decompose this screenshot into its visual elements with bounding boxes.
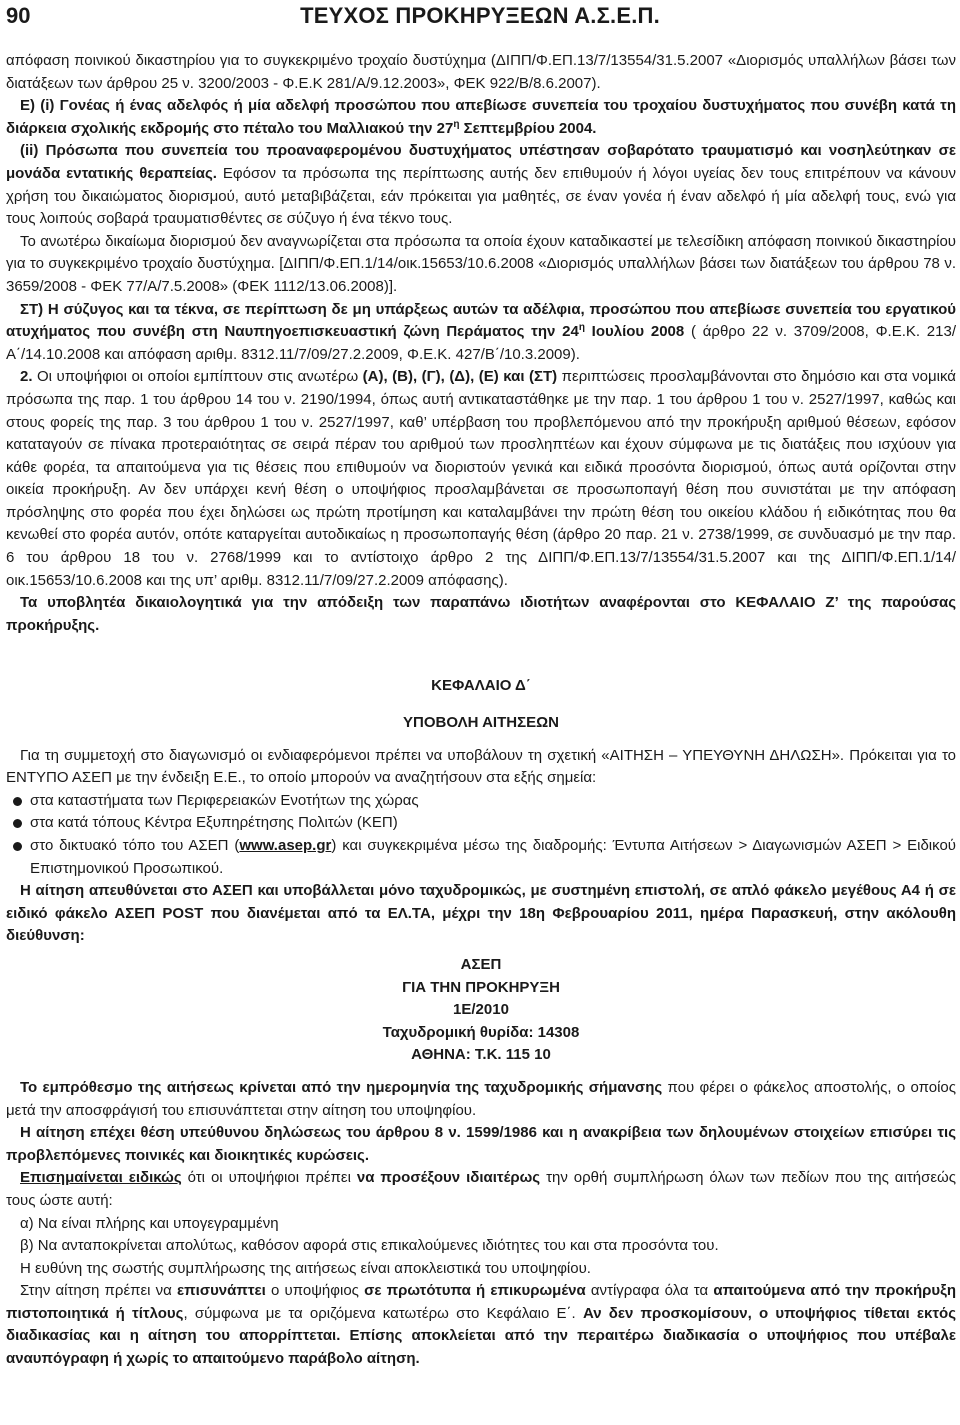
list-item: στα κατά τόπους Κέντρα Εξυπηρέτησης Πολιτών (ΚΕΠ) [6,812,956,835]
list-item: στο δικτυακό τόπο του ΑΣΕΠ (www.asep.gr) και συγκεκριμένα μέσω της διαδρομής: Έντυπα Αιτήσεων > Διαγωνισμών ΑΣΕΠ > Ειδικού Επιστημονικού Προσωπικού. [6,835,956,880]
paragraph-notice: Επισημαίνεται ειδικώς ότι οι υποψήφιοι πρέπει να προσέξουν ιδιαιτέρως την ορθή συμπλήρωση όλων των πεδίων που της αιτήσεώς τους ώστε αυτή: [6,1169,956,1209]
paragraph-2: 2. Οι υποψήφιοι οι οποίοι εμπίπτουν στις ανωτέρω (Α), (Β), (Γ), (Δ), (Ε) και (ΣΤ) περιπτώσεις προσλαμβάνονται στο δημόσιο και στα νομικά πρόσωπα της παρ. 1 του άρθρου 14 του ν. 2190/1994, όπως αυτή αντικαταστάθηκε με την παρ. 1 του άρθρου 1 του ν. 2527/1997, καθώς και στους φορείς της παρ. 3 του άρθρου 1 του ν. 2527/1997, καθ’ υπέρβαση του προβλεπόμενου από την προκήρυξη αριθμού θέσεων, εφόσον καταταγούν σε πίνακα προτεραιότητας σε σειρά πέραν του αριθμού των προσληπτέων και έχουν σύμφωνα με τις διατάξεις που ισχύουν για κάθε φορέα, τα απαιτούμενα για τις θέσεις που επιθυμούν να διοριστούν γενικά και ειδικά προσόντα διορισμού, όπως αυτά ορίζονται στην οικεία προκήρυξη. Αν δεν υπάρχει κενή θέση ο υποψήφιος προσλαμβάνεται σε προσωποπαγή θέση που συνιστάται με την απόφαση πρόσληψης στο φορέα που έχει δηλώσει ως πρώτη προτίμηση και καταλαμβάνει την πρώτη θέση του οικείου κλάδου ή ειδικότητας που θα κενωθεί στο φορέα αυτόν, οπότε καταργείται αυτοδικαίως η προσωποπαγής θέση (άρθρο 20 παρ. 21 ν. 2738/1999, σε συνδυασμό με την παρ. 6 του άρθρου 18 του ν. 2768/1999 και το αντίστοιχο άρθρο 2 της ΔΙΠΠ/Φ.ΕΠ.13/7/13554/31.5.2007 και της ΔΙΠΠ/Φ.ΕΠ.1/14/οικ.15653/10.6.2008 και της υπ’ αριθμ. 8312.11/7/09/27.2.2009 απόφασης). [6,368,956,589]
paragraph-participation: Για τη συμμετοχή στο διαγωνισμό οι ενδιαφερόμενοι πρέπει να υποβάλουν τη σχετική «ΑΙΤΗΣΗ – ΥΠΕΥΘΥΝΗ ΔΗΛΩΣΗ». Πρόκειται για το ΕΝΤΥΠΟ ΑΣΕΠ με την ένδειξη Ε.Ε., το οποίο μπορούν να αναζητήσουν στα εξής σημεία: [6,746,956,787]
address-line: 1Ε/2010 [453,1001,509,1019]
address-line: ΑΣΕΠ [460,955,502,973]
condition-a: α) Να είναι πλήρης και υπογεγραμμένη [20,1214,279,1232]
document-body [6,50,956,1371]
address-line: Ταχυδρομική θυρίδα: 14308 [382,1023,580,1041]
mailing-address [6,954,956,1067]
paragraph-declaration: Η αίτηση επέχει θέση υπεύθυνου δηλώσεως του άρθρου 8 ν. 1599/1986 και η ανακρίβεια των δηλουμένων στοιχείων επισύρει τις προβλεπόμενες ποινικές και διοικητικές κυρώσεις. [6,1124,956,1164]
paragraph-mailing: Η αίτηση απευθύνεται στο ΑΣΕΠ και υποβάλλεται μόνο ταχυδρομικώς, με συστημένη επιστολή, σε απλό φάκελο μεγέθους Α4 ή σε ειδικό φάκελο ΑΣΕΠ POST που διανέμεται από τα ΕΛ.ΤΑ, μέχρι την 18η Φεβρουαρίου 2011, ημέρα Παρασκευή, στην ακόλουθη διεύθυνση: [6,882,956,945]
page-title: ΤΕΥΧΟΣ ΠΡΟΚΗΡΥΞΕΩΝ Α.Σ.Ε.Π. [300,3,660,28]
form-locations-list [6,790,956,880]
chapter-subheading: ΥΠΟΒΟΛΗ ΑΙΤΗΣΕΩΝ [403,714,559,732]
condition-b: β) Να ανταποκρίνεται απολύτως, καθόσον αφορά στις επικαλούμενες ιδιότητες του και στα προσόντα του. [20,1237,719,1255]
website-link[interactable]: www.asep.gr [239,837,332,854]
paragraph-responsibility: Η ευθύνη της σωστής συμπλήρωσης της αιτήσεως είναι αποκλειστικά του υποψηφίου. [20,1259,591,1277]
page-header [0,0,960,40]
paragraph-deadline: Το εμπρόθεσμο της αιτήσεως κρίνεται από την ημερομηνία της ταχυδρομικής σήμανσης που φέρει ο φάκελος αποστολής, ο οποίος μετά την αποσφράγισή του επισυνάπτεται στην αίτηση του υποψηφίου. [6,1078,956,1119]
paragraph-st: ΣΤ) Η σύζυγος και τα τέκνα, σε περίπτωση δε μη υπάρξεως αυτών τα αδέλφια, προσώπου που απεβίωσε συνεπεία του εργατικού ατυχήματος που συνέβη στη Ναυπηγοεπισκευαστική ζώνη Περάματος την $24^\eta$ Ιουλίου 2008 ( άρθρο 22 ν. 3709/2008, Φ.Ε.Κ. 213/Α΄/14.10.2008 και απόφαση αριθμ. 8312.11/7/09/27.2.2009, Φ.Ε.Κ. 427/Β΄/10.3.2009). [6,300,956,363]
paragraph-e-ii: (ii) Πρόσωπα που συνεπεία του προαναφερομένου δυστυχήματος υπέστησαν σοβαρότατο τραυματισμό και νοσηλεύτηκαν σε μονάδα εντατικής θεραπείας. Εφόσον τα πρόσωπα της περίπτωσης αυτής δεν επιθυμούν ή λόγοι υγείας δεν τους επιτρέπουν να κάνουν χρήση του δικαιώματος διορισμού, αυτό μεταβιβάζεται, εάν πρόκειται για μαθητές, σε έναν γονέα ή έναν αδελφό ή μία αδελφή τους, ενώ για τους λοιπούς σοβαρά τραυματισθέντες σε σύζυγο ή ένα τέκνο τους. [6,142,956,228]
paragraph-final: Στην αίτηση πρέπει να επισυνάπτει ο υποψήφιος σε πρωτότυπα ή επικυρωμένα αντίγραφα όλα τα απαιτούμενα από την προκήρυξη πιστοποιητικά ή τίτλους, σύμφωνα με τα οριζόμενα κατωτέρω στο Κεφάλαιο Ε΄. Αν δεν προσκομίσουν, ο υποψήφιος τίθεται εκτός διαδικασίας και η αίτηση του απορρίπτεται. Επίσης αποκλείεται από την περαιτέρω διαδικασία ο υποψήφιος που υπέβαλε αναυπόγραφη ή χωρίς το απαιτούμενο παράβολο αίτηση. [6,1282,956,1368]
paragraph-documents: Τα υποβλητέα δικαιολογητικά για την απόδειξη των παραπάνω ιδιοτήτων αναφέρονται στο ΚΕΦΑΛΑΙΟ Ζ’ της παρούσας προκήρυξης. [6,594,956,634]
paragraph-e-i: Ε) (i) Γονέας ή ένας αδελφός ή μία αδελφή προσώπου που απεβίωσε συνεπεία του τροχαίου δυστυχήματος που συνέβη κατά τη διάρκεια σχολικής εκδρομής στο πέταλο του Μαλλιακού την $27^\eta$ Σεπτεμβρίου 2004. [6,97,956,137]
chapter-heading: ΚΕΦΑΛΑΙΟ Δ΄ [431,677,531,695]
address-line: ΑΘΗΝΑ: Τ.Κ. 115 10 [411,1046,551,1064]
address-line: ΓΙΑ ΤΗΝ ΠΡΟΚΗΡΥΞΗ [402,978,560,996]
page-number: 90 [6,3,31,28]
paragraph-intro: απόφαση ποινικού δικαστηρίου για το συγκεκριμένο τροχαίο δυστύχημα (ΔΙΠΠ/Φ.ΕΠ.13/7/13554/31.5.2007 «Διορισμός υπαλλήλων βάσει των διατάξεων των άρθρου 25 ν. 3200/2003 - Φ.Ε.Κ 281/Α/9.12.2003», ΦΕΚ 922/Β/8.6.2007). [6,52,956,92]
paragraph-exclusion: Το ανωτέρω δικαίωμα διορισμού δεν αναγνωρίζεται στα πρόσωπα τα οποία έχουν καταδικαστεί με τελεσίδικη απόφαση ποινικού δικαστηρίου για το συγκεκριμένο τροχαίο δυστύχημα. [ΔΙΠΠ/Φ.ΕΠ.1/14/οικ.15653/10.6.2008 «Διορισμός υπαλλήλων βάσει των διατάξεων του άρθρου 78 ν. 3659/2008 - ΦΕΚ 77/Α/7.5.2008» (ΦΕΚ 1112/13.06.2008)]. [6,232,956,295]
list-item: στα καταστήματα των Περιφερειακών Ενοτήτων της χώρας [6,790,956,813]
